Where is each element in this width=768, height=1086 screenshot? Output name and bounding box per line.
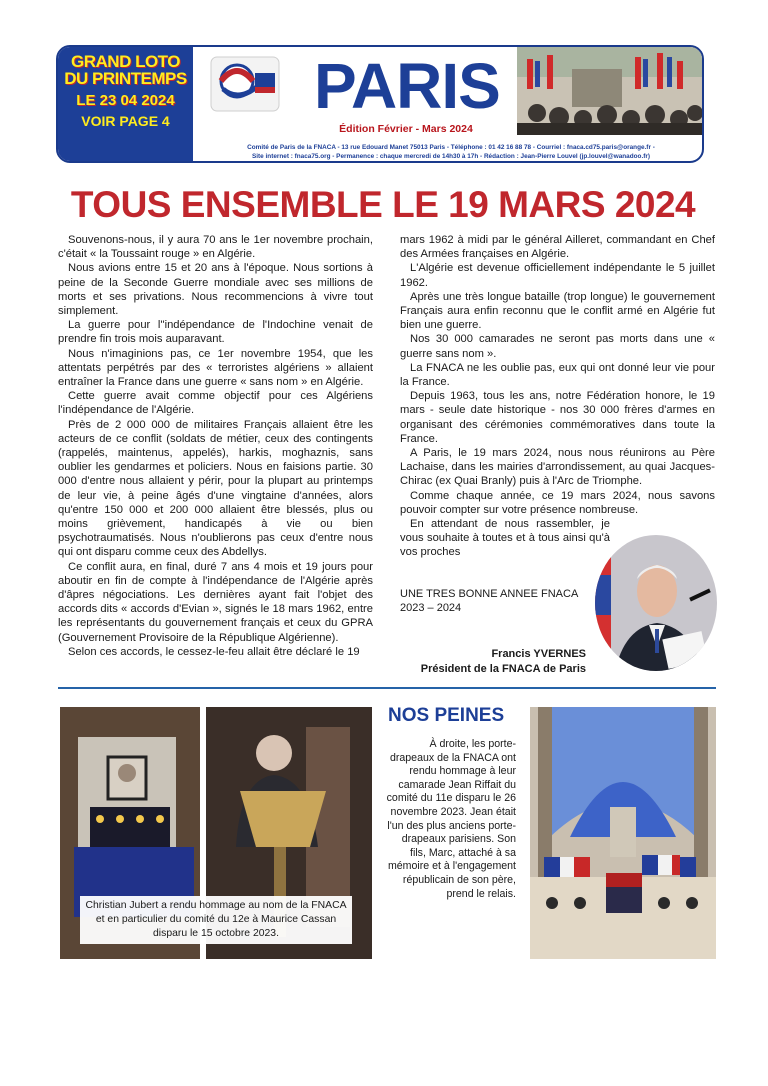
paragraph: Nous avions entre 15 et 20 ans à l'époque. Nous sortions à peine de la Seconde Guerre mondiale avec ses millions de morts et ses privations. Nous recommencions à vivre tout simplement. bbox=[58, 262, 373, 318]
section-title-nos-peines: NOS PEINES bbox=[388, 705, 505, 726]
nos-peines-text: À droite, les porte-drapeaux de la FNACA ont rendu hommage à leur camarade Jean Riffait du comité du 11e disparu le 26 novembre 2023. Jean était l'un des plus anciens porte-drapeaux parisiens. Son fils, Marc, attaché à sa mémoire et à l'engagement républicain de son père, prend le relais. bbox=[386, 738, 516, 900]
signature bbox=[400, 647, 586, 676]
main-headline: TOUS ENSEMBLE LE 19 MARS 2024 bbox=[70, 184, 696, 225]
paragraph: Après une très longue bataille (trop longue) le gouvernement Français aura enfin reconnu que le conflit armé en Algérie fut bien une guerre. bbox=[400, 290, 715, 332]
contact-info bbox=[198, 143, 704, 161]
contact-line-1: Comité de Paris de la FNACA - 13 rue Edouard Manet 75013 Paris - Téléphone : 01 42 16 88 78 - Courriel : fnaca.cd75.paris@orange.fr - bbox=[247, 144, 655, 151]
paragraph: Nos 30 000 camarades ne seront pas morts dans une « guerre sans nom ». bbox=[400, 333, 715, 360]
paragraph: Depuis 1963, tous les ans, notre Fédération honore, le 19 mars - seule date historique - nos 30 000 frères d'armes en organisant des cérémonies commémoratives dans toute la France. bbox=[400, 390, 715, 445]
newspaper-title: PARIS bbox=[314, 50, 500, 122]
section-divider bbox=[58, 687, 716, 689]
ceremony-photo bbox=[517, 47, 702, 135]
signature-name: Francis YVERNES bbox=[491, 648, 586, 660]
loto-banner[interactable] bbox=[58, 47, 193, 163]
paragraph: En attendant de nous rassembler, je vous souhaite à toutes et à tous ainsi qu'à vos proches bbox=[400, 518, 610, 559]
paragraph: Près de 2 000 000 de militaires Français allaient être les acteurs de ce conflit (soldats de métier, ceux des contingents (rappelés, maintenus, appelés), harkis, moghaznis, sans oublier les gendarmes et policiers. Nous en faisions partie. 30 000 d'entre nous allaient y périr, pour la plupart au printemps de leur vie, à peine âgés d'une vingtaine d'années, alors qu'entre 150 000 et 200 000 allaient être blessés, plus ou moins grièvement, handicapés à vie ou bien psychotraumatisés. Nous n'oublierons pas ceux d'entre nous qui ont disparu comme ceux des Abdellys. bbox=[58, 418, 373, 559]
fnaca-logo bbox=[209, 55, 281, 113]
paragraph: mars 1962 à midi par le général Ailleret, commandant en Chef des Armées françaises en Algérie. bbox=[400, 234, 715, 261]
edition-date: Édition Février - Mars 2024 bbox=[339, 123, 473, 135]
paragraph: L'Algérie est devenue officiellement indépendante le 5 juillet 1962. bbox=[400, 262, 715, 289]
paragraph: Ce conflit aura, en final, duré 7 ans 4 mois et 19 jours pour aboutir en fin de compte à l'indépendance de l'Algérie après d'âpres négociations. Les dernières ayant fait l'objet des accords dits « accords d'Evian », signés le 18 mars 1962, entre les représentants du gouvernement français et ceux du GPRA (Gouvernement Provisoire de la République Algérienne). bbox=[58, 560, 373, 644]
paragraph: Selon ces accords, le cessez-le-feu allait être déclaré le 19 bbox=[68, 645, 360, 658]
paragraph: Comme chaque année, ce 19 mars 2024, nous savons pouvoir compter sur votre présence nombreuse. bbox=[400, 489, 715, 516]
new-year-greeting: UNE TRES BONNE ANNEE FNACA 2023 – 2024 bbox=[400, 588, 578, 614]
loto-page-ref: VOIR PAGE 4 bbox=[81, 113, 170, 129]
paragraph: La guerre pour l''indépendance de l'Indochine venait de prendre fin trois mois auparavant. bbox=[58, 319, 373, 346]
caption-left: Christian Jubert a rendu hommage au nom de la FNACA et en particulier du comité du 12e à Maurice Cassan disparu le 15 octobre 2023. bbox=[80, 896, 352, 944]
paragraph: Nous n'imaginions pas, ce 1er novembre 1954, que les attentats perpétrés par des « terroristes algériens » allaient entraîner la France dans une guerre « sans nom » en Algérie. bbox=[58, 347, 373, 389]
loto-title: GRAND LOTO DU PRINTEMPS bbox=[64, 52, 187, 88]
paragraph: Souvenons-nous, il y aura 70 ans le 1er novembre prochain, c'était « la Toussaint rouge » en Algérie. bbox=[58, 234, 373, 261]
masthead bbox=[56, 45, 704, 163]
loto-date: LE 23 04 2024 bbox=[76, 92, 175, 109]
paragraph: Cette guerre avait comme objectif pour ces Algériens l'indépendance de l'Algérie. bbox=[58, 390, 373, 417]
signature-role: Président de la FNACA de Paris bbox=[420, 662, 586, 675]
article-column-1 bbox=[58, 233, 373, 659]
paragraph: A Paris, le 19 mars 2024, nous nous réunirons au Père Lachaise, dans les mairies d'arrondissement, au quai Jacques-Chirac (ex Quai Branly) puis à l'Arc de Triomphe. bbox=[400, 447, 715, 488]
article-column-2 bbox=[400, 233, 715, 560]
contact-line-2: Site internet : fnaca75.org - Permanence : chaque mercredi de 14h30 à 17h - Rédaction : Jean-Pierre Louvel (jp.louvel@wanadoo.fr) bbox=[252, 153, 650, 160]
president-portrait bbox=[595, 535, 717, 671]
paragraph: La FNACA ne les oublie pas, eux qui ont donné leur vie pour la France. bbox=[400, 361, 715, 389]
porte-drapeaux-photo bbox=[530, 707, 716, 959]
